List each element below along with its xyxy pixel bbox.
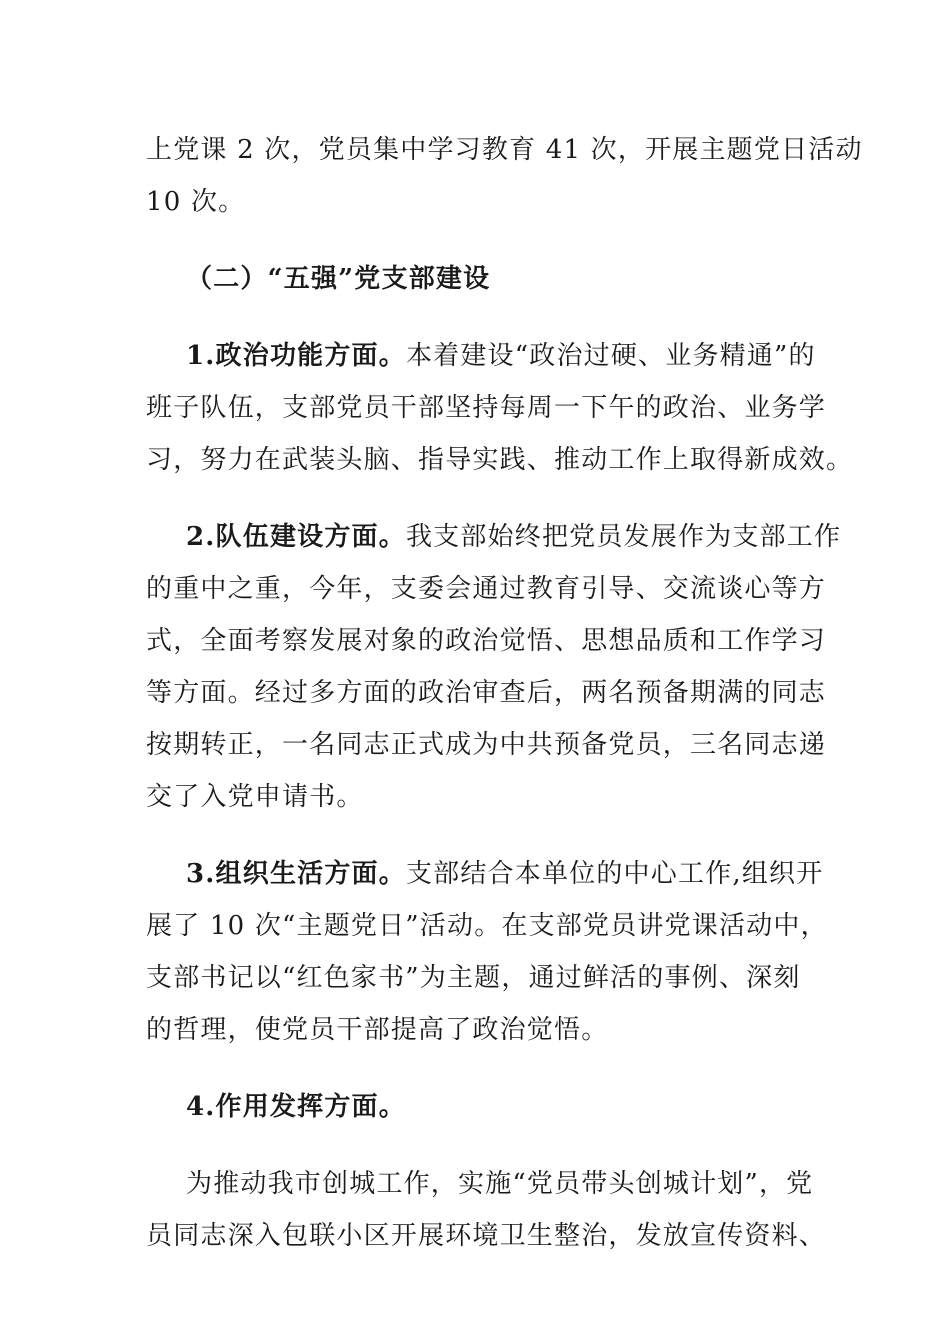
text-line: 本着建设“政治过硬、业务精通”的 xyxy=(405,341,816,371)
item3-paragraph xyxy=(146,848,828,1056)
item2-heading: 2.队伍建设方面。 xyxy=(186,522,406,552)
item2-paragraph xyxy=(146,511,842,823)
text-line: 等方面。经过多方面的政治审查后，两名预备期满的同志 xyxy=(146,678,827,708)
text-line: 为推动我市创城工作，实施“党员带头创城计划”，党 xyxy=(186,1169,814,1199)
text-line: 支部书记以“红色家书”为主题，通过鲜活的事例、深刻 xyxy=(146,963,801,993)
text-line: 按期转正，一名同志正式成为中共预备党员，三名同志递 xyxy=(146,730,827,760)
text-line: 班子队伍，支部党员干部坚持每周一下午的政治、业务学 xyxy=(146,393,827,423)
text-line: 支部结合本单位的中心工作,组织开 xyxy=(405,859,824,889)
intro-paragraph xyxy=(146,124,863,228)
item1-paragraph xyxy=(146,330,854,486)
item1-heading: 1.政治功能方面。 xyxy=(186,341,406,371)
document-page xyxy=(146,124,863,1262)
item3-heading: 3.组织生活方面。 xyxy=(186,859,406,889)
text-line: 的重中之重，今年，支委会通过教育引导、交流谈心等方 xyxy=(146,574,827,604)
text-line: 式，全面考察发展对象的政治觉悟、思想品质和工作学习 xyxy=(146,626,827,656)
text-line: 交了入党申请书。 xyxy=(146,782,364,812)
text-line: 上党课 2 次，党员集中学习教育 41 次，开展主题党日活动 xyxy=(146,135,863,165)
text-line: 的哲理，使党员干部提高了政治觉悟。 xyxy=(146,1015,609,1045)
text-line: 员同志深入包联小区开展环境卫生整治，发放宣传资料、 xyxy=(146,1221,827,1251)
text-line: 我支部始终把党员发展作为支部工作 xyxy=(405,522,842,552)
final-paragraph xyxy=(146,1158,827,1262)
text-line: 展了 10 次“主题党日”活动。在支部党员讲党课活动中， xyxy=(146,911,828,941)
item4-heading: 4.作用发挥方面。 xyxy=(186,1092,406,1122)
section-heading: （二）“五强”党支部建设 xyxy=(186,264,491,294)
text-line: 10 次。 xyxy=(146,187,246,217)
text-line: 习，努力在武装头脑、指导实践、推动工作上取得新成效。 xyxy=(146,445,854,475)
